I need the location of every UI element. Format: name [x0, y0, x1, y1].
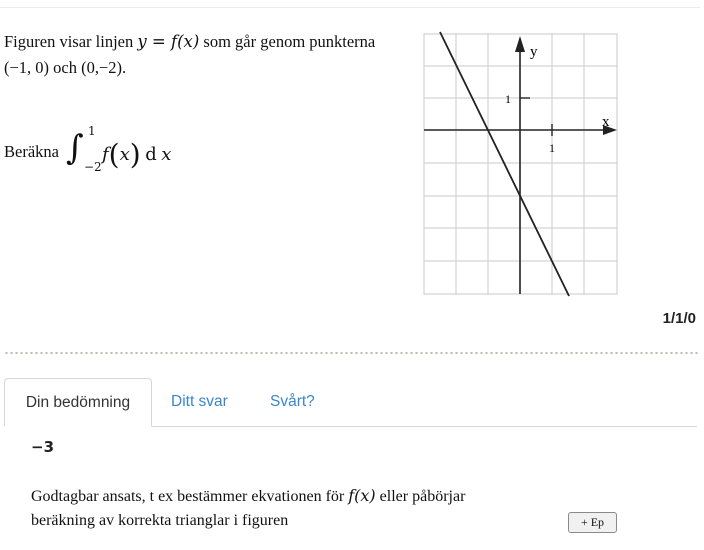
points-value: −3 [31, 438, 55, 456]
integral-upper-limit: 1 [88, 124, 96, 138]
criterion-math: f(x) [348, 486, 376, 505]
integral-lower-limit: −2 [84, 160, 102, 174]
question-line-1 [4, 32, 375, 52]
criterion-line-2: beräkning av korrekta trianglar i figuren [31, 512, 289, 529]
score-indicator: 1/1/0 [662, 310, 696, 327]
integral-sign-icon: ∫ [66, 128, 84, 168]
add-ep-button[interactable]: + Ep [568, 512, 617, 533]
tab-bar [4, 378, 697, 427]
dotted-separator [4, 351, 698, 355]
top-divider [0, 7, 700, 8]
x-axis-label: x [602, 114, 610, 130]
y-axis-label: y [530, 44, 538, 60]
function-line [440, 32, 569, 296]
y-tick-label: 1 [505, 92, 511, 106]
y-axis-arrow-icon [515, 36, 525, 52]
integrand: f(x) d x [102, 138, 172, 171]
function-expression: y = f(x) [137, 32, 200, 51]
calc-word: Beräkna [4, 142, 59, 161]
question-line-2: (−1, 0) och (0,−2). [4, 58, 127, 77]
question-text: Figuren visar linjen [4, 32, 138, 51]
question-text-cont: som går genom punkterna [199, 32, 376, 51]
tab-din-bedomning[interactable]: Din bedömning [4, 378, 152, 427]
x-tick-label: 1 [549, 141, 555, 155]
integral-task [4, 124, 204, 178]
tab-ditt-svar[interactable]: Ditt svar [171, 393, 228, 410]
criterion-line-1: Godtagbar ansats, t ex bestämmer ekvationen för f(x) eller påbörjar [31, 486, 466, 505]
line-graph [420, 30, 620, 300]
tab-svart[interactable]: Svårt? [270, 393, 315, 410]
